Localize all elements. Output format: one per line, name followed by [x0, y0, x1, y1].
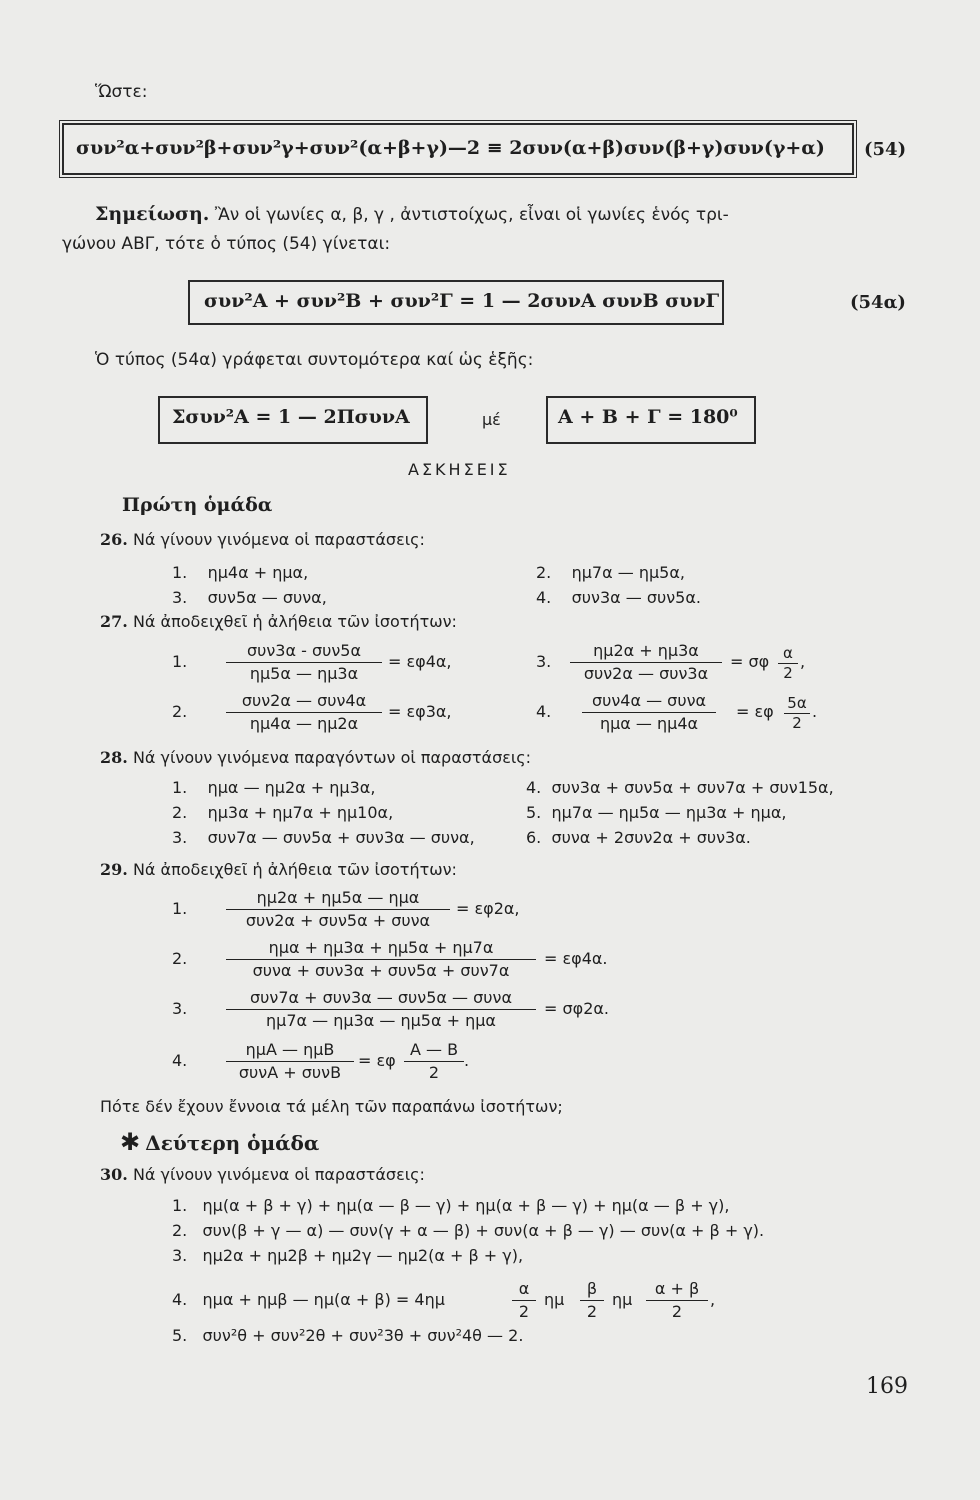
item-number: 1. — [172, 652, 188, 671]
item-number: 4. — [536, 702, 552, 721]
list-item: 5. συν²θ + συν²2θ + συν²3θ + συν²4θ — 2. — [172, 1326, 524, 1345]
list-item: 5. ημ7α — ημ5α — ημ3α + ημα, — [526, 803, 787, 822]
formula-54a: συν²Α + συν²Β + συν²Γ = 1 — 2συνΑ συνΒ συνΓ — [204, 290, 720, 312]
list-item: 1. ημ4α + ημα, — [172, 563, 309, 582]
item-number: 2. — [172, 702, 188, 721]
fraction: ημ2α + ημ5α — ημα συν2α + συν5α + συνα — [226, 888, 450, 931]
item-number: 3. — [172, 999, 188, 1018]
fraction: 5α 2 — [784, 695, 810, 732]
fraction: β 2 — [580, 1279, 604, 1322]
page-number: 169 — [866, 1374, 908, 1399]
short-formula-connector: μέ — [482, 410, 501, 429]
note-line-2: γώνου ΑΒΓ, τότε ὁ τύπος (54) γίνεται: — [62, 234, 391, 254]
fraction: ημ2α + ημ3α συν2α — συν3α — [570, 641, 722, 684]
group-2-title: Δεύτερη ὁμάδα — [145, 1131, 320, 1155]
fraction: α + β 2 — [646, 1279, 708, 1322]
exercises-heading: ΑΣΚΗΣΕΙΣ — [408, 460, 511, 479]
equation-rhs: = εφ2α, — [456, 899, 520, 918]
exercise-number: 26. — [100, 530, 128, 549]
note-line-1 — [95, 203, 729, 225]
formula-54a-label: (54α) — [850, 292, 906, 313]
formula-54: συν²α+συν²β+συν²γ+συν²(α+β+γ)—2 ≡ 2συν(α+β)συν(β+γ)συν(γ+α) — [76, 137, 825, 159]
exercise-28-header — [100, 748, 531, 767]
equation-rhs: = σφ — [730, 652, 770, 671]
fraction: συν2α — συν4α ημ4α — ημ2α — [226, 691, 382, 734]
group-2-heading — [120, 1128, 319, 1156]
exercise-27-header — [100, 612, 457, 631]
exercise-30-header — [100, 1165, 425, 1184]
equation-rhs: = εφ4α. — [544, 949, 608, 968]
fraction: ημα + ημ3α + ημ5α + ημ7α συνα + συν3α + συν5α + συν7α — [226, 938, 536, 981]
short-form-text: Ὁ τύπος (54α) γράφεται συντομότερα καί ὡς ἑξῆς: — [95, 350, 534, 370]
fraction: α 2 — [512, 1279, 536, 1322]
equation-rhs: = εφ — [358, 1051, 396, 1070]
textbook-page: Ὥστε: συν²α+συν²β+συν²γ+συν²(α+β+γ)—2 ≡ 2συν(α+β)συν(β+γ)συν(γ+α) (54) Σημείωση. Ἂν οἱ γωνίες α, β, γ , ἀντιστοίχως, εἶναι οἱ γωνίες ἑνός τρι- γώνου ΑΒΓ, τότε ὁ τύπος (54) γίνεται: συν²Α + συν²Β + συν²Γ = 1 — 2συνΑ συνΒ συνΓ (54α) Ὁ τύπος (54α) γράφεται συντομότερα καί ὡς ἑξῆς: Σσυν²Α = 1 — 2ΠσυνΑ μέ Α + Β + Γ = 180⁰ ΑΣΚΗΣΕΙΣ Πρώτη ὁμάδα 26. Νά γίνουν γινόμενα οἱ παραστάσεις: 1. ημ4α + ημα, 2. ημ7α — ημ5α, 3. συν5α — συνα, 4. συν3α — συν5α. 27. Νά ἀποδειχθεῖ ἡ ἀλήθεια τῶν ἰσοτήτων: 1. συν3α - συν5α ημ5α — ημ3α = εφ4α, 3. ημ2α + ημ3α συν2α — συν3α = σφ α 2 , 2. συν2α — συν4α ημ4α — ημ2α = εφ3α, 4. συν4α — συνα ημα — ημ4α = εφ 5α 2 . 28. Νά γίνουν γινόμενα παραγόντων οἱ παραστάσεις: 1. ημα — ημ2α + ημ3α, 4. συν3α + συν5α + συν7α + συν15α, 2. ημ3α + ημ7α + ημ10α, 5. ημ7α — ημ5α — ημ3α + ημα, 3. συν7α — συν5α + συν3α — συνα, 6. συνα + 2συν2α + συν3α. 29. Νά ἀποδειχθεῖ ἡ ἀλήθεια τῶν ἰσοτήτων: 1. ημ2α + ημ5α — ημα συν2α + συν5α + συνα = εφ2α, 2. ημα + ημ3α + ημ5α + ημ7α συνα + συν3α + συν5α + συν7α = εφ4α. 3. συν7α + συν3α — συν5α — συνα ημ7α — ημ3α — ημ5α + ημα = σφ2α. 4. ημΑ — ημΒ συνΑ + συνΒ = εφ Α — Β 2 . Πότε δέν ἔχουν ἔννοια τά μέλη τῶν παραπάνω ἰσοτήτων; ✱ Δεύτερη ὁμάδα 30. Νά γίνουν γινόμενα οἱ παραστάσεις: 1. ημ(α + β + γ) + ημ(α — β — γ) + ημ(α + β — γ) + ημ(α — β + γ), 2. συν(β + γ — α) — συν(γ + α — β) + συν(α + β — γ) — συν(α + β + γ). 3. ημ2α + ημ2β + ημ2γ — ημ2(α + β + γ), 4. ημα + ημβ — ημ(α + β) = 4ημ α 2 ημ β 2 ημ α + β 2 , 5. συν²θ + συν²2θ + συν²3θ + συν²4θ — 2. 169 — [62, 82, 908, 1399]
equation-rhs: = εφ3α, — [388, 702, 452, 721]
exercise-number: 27. — [100, 612, 128, 631]
short-formula-left: Σσυν²Α = 1 — 2ΠσυνΑ — [172, 406, 410, 428]
fraction: α 2 — [778, 645, 798, 682]
fraction: συν7α + συν3α — συν5α — συνα ημ7α — ημ3α — ημ5α + ημα — [226, 988, 536, 1031]
exercise-26-header — [100, 530, 425, 549]
formula-54-label: (54) — [864, 139, 907, 160]
exercise-text: Νά γίνουν γινόμενα οἱ παραστάσεις: — [132, 530, 425, 549]
list-item: 1. ημα — ημ2α + ημ3α, — [172, 778, 376, 797]
list-item: 2. ημ3α + ημ7α + ημ10α, — [172, 803, 394, 822]
item-number: 2. — [172, 949, 188, 968]
list-item: 1. ημ(α + β + γ) + ημ(α — β — γ) + ημ(α + β — γ) + ημ(α — β + γ), — [172, 1196, 730, 1215]
list-item: 4. συν3α — συν5α. — [536, 588, 701, 607]
star-icon: ✱ — [120, 1128, 141, 1156]
group-1-heading: Πρώτη ὁμάδα — [122, 494, 273, 516]
exercise-number: 28. — [100, 748, 128, 767]
fraction: Α — Β 2 — [404, 1040, 464, 1083]
list-item: 4. συν3α + συν5α + συν7α + συν15α, — [526, 778, 834, 797]
exercise-number: 30. — [100, 1165, 128, 1184]
list-item: 2. ημ7α — ημ5α, — [536, 563, 685, 582]
list-item: 4. ημα + ημβ — ημ(α + β) = 4ημ — [172, 1290, 445, 1309]
equation-rhs: = σφ2α. — [544, 999, 609, 1018]
equation-rhs: = εφ4α, — [388, 652, 452, 671]
list-item: 2. συν(β + γ — α) — συν(γ + α — β) + συν(α + β — γ) — συν(α + β + γ). — [172, 1221, 765, 1240]
list-item: 6. συνα + 2συν2α + συν3α. — [526, 828, 751, 847]
fraction: ημΑ — ημΒ συνΑ + συνΒ — [226, 1040, 354, 1083]
exercise-text: Νά ἀποδειχθεῖ ἡ ἀλήθεια τῶν ἰσοτήτων: — [132, 612, 457, 631]
item-number: 1. — [172, 899, 188, 918]
list-item: 3. συν7α — συν5α + συν3α — συνα, — [172, 828, 475, 847]
list-item: 3. ημ2α + ημ2β + ημ2γ — ημ2(α + β + γ), — [172, 1246, 524, 1265]
intro-text: Ὥστε: — [95, 82, 148, 102]
exercise-29-question: Πότε δέν ἔχουν ἔννοια τά μέλη τῶν παραπάνω ἰσοτήτων; — [100, 1097, 563, 1116]
fraction: συν4α — συνα ημα — ημ4α — [582, 691, 716, 734]
item-number: 4. — [172, 1051, 188, 1070]
note-title: Σημείωση. — [95, 203, 210, 225]
equation-rhs: = εφ — [736, 702, 774, 721]
note-text-1: Ἂν οἱ γωνίες α, β, γ , ἀντιστοίχως, εἶναι οἱ γωνίες ἑνός τρι- — [214, 205, 729, 225]
list-item: 3. συν5α — συνα, — [172, 588, 327, 607]
exercise-number: 29. — [100, 860, 128, 879]
short-formula-right: Α + Β + Γ = 180⁰ — [558, 406, 738, 428]
exercise-text: Νά γίνουν γινόμενα οἱ παραστάσεις: — [132, 1165, 425, 1184]
exercise-29-header — [100, 860, 457, 879]
fraction: συν3α - συν5α ημ5α — ημ3α — [226, 641, 382, 684]
exercise-text: Νά ἀποδειχθεῖ ἡ ἀλήθεια τῶν ἰσοτήτων: — [132, 860, 457, 879]
item-number: 3. — [536, 652, 552, 671]
exercise-text: Νά γίνουν γινόμενα παραγόντων οἱ παραστάσεις: — [132, 748, 532, 767]
